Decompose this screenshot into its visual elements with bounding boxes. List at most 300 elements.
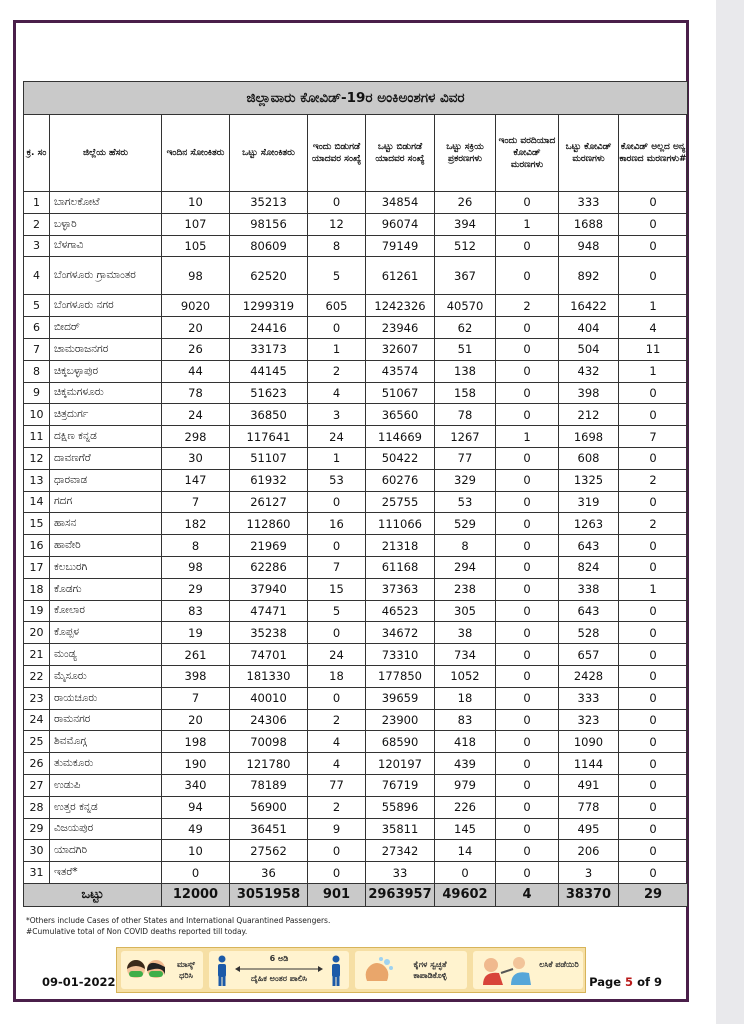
cell-total-discharged: 23946 <box>366 317 435 339</box>
cell-today-deaths: 0 <box>496 644 559 666</box>
cell-total-deaths: 323 <box>559 709 619 731</box>
cell-active: 394 <box>435 213 496 235</box>
footnote-others: *Others include Cases of other States and International Quarantined Passengers. <box>26 916 331 925</box>
cell-total-deaths: 608 <box>559 447 619 469</box>
cell-active: 1052 <box>435 665 496 687</box>
cell-non-covid-deaths: 0 <box>619 622 688 644</box>
mask-panel <box>121 951 203 989</box>
cell-today-discharged: 8 <box>308 235 366 257</box>
cell-active: 77 <box>435 447 496 469</box>
cell-today-deaths: 0 <box>496 600 559 622</box>
cell-serial: 4 <box>24 257 50 295</box>
cell-total-cases: 21969 <box>230 535 308 557</box>
table-row <box>24 360 688 382</box>
cell-district: ಉಡುಪಿ <box>50 774 162 796</box>
cell-serial: 19 <box>24 600 50 622</box>
cell-today-cases: 20 <box>162 709 230 731</box>
cell-today-cases: 78 <box>162 382 230 404</box>
cell-today-discharged: 0 <box>308 491 366 513</box>
cell-non-covid-deaths: 0 <box>619 687 688 709</box>
cell-today-discharged: 12 <box>308 213 366 235</box>
table-row <box>24 213 688 235</box>
cell-non-covid-deaths: 0 <box>619 709 688 731</box>
table-row <box>24 491 688 513</box>
cell-today-cases: 44 <box>162 360 230 382</box>
totals-label: ಒಟ್ಟು <box>24 883 162 906</box>
cell-total-deaths: 404 <box>559 317 619 339</box>
safety-banner <box>116 947 586 993</box>
vaccine-text: ಲಸಿಕೆ ಪಡೆಯಿರಿ <box>539 960 579 969</box>
cell-total-discharged: 120197 <box>366 753 435 775</box>
cell-today-deaths: 0 <box>496 257 559 295</box>
cell-total-cases: 78189 <box>230 774 308 796</box>
cell-today-cases: 398 <box>162 665 230 687</box>
cell-today-deaths: 1 <box>496 426 559 448</box>
cell-serial: 3 <box>24 235 50 257</box>
cell-today-discharged: 2 <box>308 360 366 382</box>
cell-total-discharged: 34854 <box>366 192 435 214</box>
cell-today-cases: 98 <box>162 257 230 295</box>
cell-active: 439 <box>435 753 496 775</box>
cell-total-deaths: 528 <box>559 622 619 644</box>
cell-today-discharged: 18 <box>308 665 366 687</box>
cell-total-discharged: 33 <box>366 862 435 884</box>
cell-today-discharged: 53 <box>308 469 366 491</box>
cell-today-deaths: 0 <box>496 491 559 513</box>
cell-total-cases: 80609 <box>230 235 308 257</box>
cell-today-discharged: 4 <box>308 382 366 404</box>
cell-non-covid-deaths: 2 <box>619 469 688 491</box>
cell-non-covid-deaths: 0 <box>619 840 688 862</box>
cell-non-covid-deaths: 0 <box>619 447 688 469</box>
cell-total-cases: 40010 <box>230 687 308 709</box>
table-row <box>24 687 688 709</box>
cell-non-covid-deaths: 1 <box>619 295 688 317</box>
cell-non-covid-deaths: 0 <box>619 600 688 622</box>
page-indicator <box>589 975 662 989</box>
cell-total-deaths: 778 <box>559 796 619 818</box>
cell-total-discharged: 23900 <box>366 709 435 731</box>
cell-district: ಹಾವೇರಿ <box>50 535 162 557</box>
cell-today-discharged: 2 <box>308 796 366 818</box>
cell-district: ವಿಜಯಪುರ <box>50 818 162 840</box>
distance-panel <box>209 951 349 989</box>
cell-total-cases: 181330 <box>230 665 308 687</box>
cell-total-deaths: 657 <box>559 644 619 666</box>
cell-total-deaths: 1090 <box>559 731 619 753</box>
vaccine-panel <box>473 951 583 989</box>
cell-district: ದಾವಣಗೆರೆ <box>50 447 162 469</box>
cell-today-discharged: 2 <box>308 709 366 731</box>
table-row <box>24 644 688 666</box>
cell-serial: 30 <box>24 840 50 862</box>
total-deaths: 38370 <box>559 883 619 906</box>
cell-district: ಬಾಗಲಕೋಟೆ <box>50 192 162 214</box>
person-left-icon <box>215 955 229 987</box>
cell-non-covid-deaths: 0 <box>619 382 688 404</box>
cell-today-deaths: 0 <box>496 578 559 600</box>
cell-active: 62 <box>435 317 496 339</box>
cell-today-cases: 94 <box>162 796 230 818</box>
cell-total-deaths: 824 <box>559 556 619 578</box>
cell-total-deaths: 398 <box>559 382 619 404</box>
cell-total-cases: 62286 <box>230 556 308 578</box>
cell-active: 979 <box>435 774 496 796</box>
cell-total-discharged: 114669 <box>366 426 435 448</box>
cell-today-discharged: 0 <box>308 687 366 709</box>
page-number: 5 <box>625 975 634 989</box>
cell-today-cases: 7 <box>162 491 230 513</box>
total-today-cases: 12000 <box>162 883 230 906</box>
cell-serial: 1 <box>24 192 50 214</box>
cell-today-cases: 190 <box>162 753 230 775</box>
table-row <box>24 404 688 426</box>
cell-today-deaths: 0 <box>496 235 559 257</box>
table-row <box>24 600 688 622</box>
cell-total-discharged: 76719 <box>366 774 435 796</box>
cell-today-cases: 10 <box>162 840 230 862</box>
cell-district: ಬೆಳಗಾವಿ <box>50 235 162 257</box>
table-row <box>24 840 688 862</box>
cell-active: 145 <box>435 818 496 840</box>
masked-people-icon <box>125 957 169 985</box>
cell-active: 512 <box>435 235 496 257</box>
cell-district: ಗದಗ <box>50 491 162 513</box>
cell-district: ಬೆಂಗಳೂರು ಗ್ರಾಮಾಂತರ <box>50 257 162 295</box>
cell-total-discharged: 1242326 <box>366 295 435 317</box>
person-right-icon <box>329 955 343 987</box>
total-cases: 3051958 <box>230 883 308 906</box>
cell-today-deaths: 0 <box>496 360 559 382</box>
cell-total-cases: 33173 <box>230 338 308 360</box>
cell-district: ಶಿವಮೊಗ್ಗ <box>50 731 162 753</box>
cell-today-deaths: 0 <box>496 862 559 884</box>
cell-today-discharged: 24 <box>308 644 366 666</box>
cell-today-discharged: 77 <box>308 774 366 796</box>
distance-measure: 6 ಅಡಿ <box>269 954 289 963</box>
cell-today-discharged: 0 <box>308 317 366 339</box>
cell-today-cases: 24 <box>162 404 230 426</box>
district-covid-table <box>23 81 688 907</box>
table-row <box>24 535 688 557</box>
header-district: ಜಿಲ್ಲೆಯ ಹೆಸರು <box>50 115 162 192</box>
cell-total-discharged: 96074 <box>366 213 435 235</box>
cell-district: ಕಲಬುರಗಿ <box>50 556 162 578</box>
cell-today-discharged: 5 <box>308 257 366 295</box>
cell-total-discharged: 61168 <box>366 556 435 578</box>
header-today-discharged: ಇಂದು ಬಿಡುಗಡೆ ಯಾದವರ ಸಂಖ್ಯೆ <box>308 115 366 192</box>
cell-today-cases: 9020 <box>162 295 230 317</box>
cell-today-deaths: 2 <box>496 295 559 317</box>
cell-non-covid-deaths: 0 <box>619 774 688 796</box>
cell-serial: 20 <box>24 622 50 644</box>
cell-today-cases: 26 <box>162 338 230 360</box>
cell-today-cases: 19 <box>162 622 230 644</box>
cell-non-covid-deaths: 0 <box>619 404 688 426</box>
cell-non-covid-deaths: 0 <box>619 818 688 840</box>
cell-today-discharged: 4 <box>308 731 366 753</box>
page-total: of 9 <box>637 975 662 989</box>
cell-today-cases: 20 <box>162 317 230 339</box>
cell-today-cases: 261 <box>162 644 230 666</box>
cell-non-covid-deaths: 11 <box>619 338 688 360</box>
cell-district: ಬೆಂಗಳೂರು ನಗರ <box>50 295 162 317</box>
cell-district: ಉತ್ತರ ಕನ್ನಡ <box>50 796 162 818</box>
cell-active: 78 <box>435 404 496 426</box>
cell-total-discharged: 177850 <box>366 665 435 687</box>
cell-today-deaths: 0 <box>496 535 559 557</box>
cell-active: 294 <box>435 556 496 578</box>
cell-non-covid-deaths: 1 <box>619 578 688 600</box>
cell-non-covid-deaths: 0 <box>619 665 688 687</box>
cell-serial: 13 <box>24 469 50 491</box>
cell-total-discharged: 61261 <box>366 257 435 295</box>
cell-total-deaths: 643 <box>559 600 619 622</box>
cell-district: ರಾಯಚೂರು <box>50 687 162 709</box>
table-row <box>24 338 688 360</box>
cell-district: ಚಿಕ್ಕಮಗಳೂರು <box>50 382 162 404</box>
cell-total-cases: 27562 <box>230 840 308 862</box>
cell-today-cases: 29 <box>162 578 230 600</box>
cell-today-deaths: 0 <box>496 447 559 469</box>
cell-today-deaths: 0 <box>496 382 559 404</box>
cell-today-discharged: 15 <box>308 578 366 600</box>
cell-total-cases: 36850 <box>230 404 308 426</box>
cell-active: 14 <box>435 840 496 862</box>
cell-today-cases: 105 <box>162 235 230 257</box>
total-active: 49602 <box>435 883 496 906</box>
table-row <box>24 774 688 796</box>
cell-total-deaths: 1325 <box>559 469 619 491</box>
footnote-non-covid: #Cumulative total of Non COVID deaths reported till today. <box>26 927 248 936</box>
cell-today-discharged: 9 <box>308 818 366 840</box>
page-frame <box>13 20 689 1002</box>
table-row <box>24 513 688 535</box>
cell-today-deaths: 0 <box>496 840 559 862</box>
header-today-deaths: ಇಂದು ವರದಿಯಾದ ಕೋವಿಡ್ ಮರಣಗಳು <box>496 115 559 192</box>
cell-district: ಮೈಸೂರು <box>50 665 162 687</box>
cell-serial: 17 <box>24 556 50 578</box>
cell-non-covid-deaths: 0 <box>619 257 688 295</box>
cell-active: 51 <box>435 338 496 360</box>
cell-today-cases: 340 <box>162 774 230 796</box>
cell-today-discharged: 0 <box>308 622 366 644</box>
cell-serial: 15 <box>24 513 50 535</box>
cell-total-discharged: 27342 <box>366 840 435 862</box>
cell-active: 8 <box>435 535 496 557</box>
table-row <box>24 257 688 295</box>
cell-today-deaths: 0 <box>496 665 559 687</box>
cell-non-covid-deaths: 7 <box>619 426 688 448</box>
cell-today-deaths: 0 <box>496 796 559 818</box>
cell-serial: 26 <box>24 753 50 775</box>
table-row <box>24 731 688 753</box>
cell-active: 418 <box>435 731 496 753</box>
cell-total-deaths: 1698 <box>559 426 619 448</box>
header-total-deaths: ಒಟ್ಟು ಕೋವಿಡ್ ಮರಣಗಳು <box>559 115 619 192</box>
cell-non-covid-deaths: 0 <box>619 796 688 818</box>
cell-today-deaths: 0 <box>496 469 559 491</box>
cell-total-deaths: 504 <box>559 338 619 360</box>
cell-today-deaths: 0 <box>496 622 559 644</box>
cell-serial: 2 <box>24 213 50 235</box>
cell-today-discharged: 1 <box>308 447 366 469</box>
cell-today-deaths: 0 <box>496 338 559 360</box>
cell-total-discharged: 35811 <box>366 818 435 840</box>
cell-total-discharged: 50422 <box>366 447 435 469</box>
cell-district: ತುಮಕೂರು <box>50 753 162 775</box>
table-row <box>24 709 688 731</box>
cell-non-covid-deaths: 0 <box>619 491 688 513</box>
cell-today-deaths: 0 <box>496 687 559 709</box>
cell-today-cases: 182 <box>162 513 230 535</box>
cell-total-cases: 51107 <box>230 447 308 469</box>
cell-total-deaths: 495 <box>559 818 619 840</box>
cell-active: 226 <box>435 796 496 818</box>
cell-total-deaths: 206 <box>559 840 619 862</box>
cell-total-discharged: 36560 <box>366 404 435 426</box>
cell-active: 367 <box>435 257 496 295</box>
cell-total-deaths: 16422 <box>559 295 619 317</box>
cell-active: 529 <box>435 513 496 535</box>
cell-total-deaths: 338 <box>559 578 619 600</box>
cell-active: 0 <box>435 862 496 884</box>
cell-non-covid-deaths: 0 <box>619 235 688 257</box>
mask-text: ಮಾಸ್ಕ್ ಧರಿಸಿ <box>176 960 196 980</box>
cell-active: 329 <box>435 469 496 491</box>
cell-active: 1267 <box>435 426 496 448</box>
table-row <box>24 818 688 840</box>
cell-serial: 16 <box>24 535 50 557</box>
table-row <box>24 469 688 491</box>
cell-today-discharged: 7 <box>308 556 366 578</box>
cell-today-deaths: 0 <box>496 818 559 840</box>
cell-total-cases: 121780 <box>230 753 308 775</box>
cell-district: ಚಿಕ್ಕಬಳ್ಳಾಪುರ <box>50 360 162 382</box>
distance-text: ದೈಹಿಕ ಅಂತರ ಪಾಲಿಸಿ <box>250 974 308 983</box>
cell-active: 18 <box>435 687 496 709</box>
cell-non-covid-deaths: 0 <box>619 556 688 578</box>
cell-district: ಚಾಮರಾಜನಗರ <box>50 338 162 360</box>
cell-total-cases: 62520 <box>230 257 308 295</box>
header-serial: ಕ್ರ. ಸಂ <box>24 115 50 192</box>
cell-total-deaths: 1144 <box>559 753 619 775</box>
cell-today-deaths: 0 <box>496 317 559 339</box>
cell-serial: 10 <box>24 404 50 426</box>
cell-today-discharged: 5 <box>308 600 366 622</box>
cell-total-discharged: 37363 <box>366 578 435 600</box>
cell-district: ಕೊಪ್ಪಳ <box>50 622 162 644</box>
cell-serial: 24 <box>24 709 50 731</box>
cell-total-cases: 26127 <box>230 491 308 513</box>
cell-total-cases: 61932 <box>230 469 308 491</box>
cell-total-deaths: 2428 <box>559 665 619 687</box>
cell-today-deaths: 0 <box>496 731 559 753</box>
cell-district: ರಾಮನಗರ <box>50 709 162 731</box>
cell-total-discharged: 46523 <box>366 600 435 622</box>
cell-total-discharged: 68590 <box>366 731 435 753</box>
cell-non-covid-deaths: 4 <box>619 317 688 339</box>
cell-district: ದಕ್ಷಿಣ ಕನ್ನಡ <box>50 426 162 448</box>
cell-active: 83 <box>435 709 496 731</box>
cell-non-covid-deaths: 0 <box>619 535 688 557</box>
cell-active: 138 <box>435 360 496 382</box>
cell-total-cases: 51623 <box>230 382 308 404</box>
cell-district: ಧಾರವಾಡ <box>50 469 162 491</box>
cell-total-cases: 44145 <box>230 360 308 382</box>
cell-total-deaths: 319 <box>559 491 619 513</box>
cell-district: ಇತರೆ* <box>50 862 162 884</box>
cell-today-discharged: 16 <box>308 513 366 535</box>
cell-active: 26 <box>435 192 496 214</box>
page-prefix: Page <box>589 975 622 989</box>
cell-district: ಮಂಡ್ಯ <box>50 644 162 666</box>
cell-non-covid-deaths: 0 <box>619 213 688 235</box>
cell-serial: 12 <box>24 447 50 469</box>
cell-today-cases: 83 <box>162 600 230 622</box>
cell-serial: 29 <box>24 818 50 840</box>
cell-serial: 18 <box>24 578 50 600</box>
cell-total-discharged: 43574 <box>366 360 435 382</box>
cell-today-discharged: 0 <box>308 192 366 214</box>
cell-district: ಚಿತ್ರದುರ್ಗ <box>50 404 162 426</box>
cell-non-covid-deaths: 0 <box>619 862 688 884</box>
cell-total-deaths: 1688 <box>559 213 619 235</box>
cell-active: 53 <box>435 491 496 513</box>
cell-serial: 11 <box>24 426 50 448</box>
cell-total-cases: 47471 <box>230 600 308 622</box>
cell-today-cases: 10 <box>162 192 230 214</box>
cell-total-discharged: 25755 <box>366 491 435 513</box>
cell-non-covid-deaths: 0 <box>619 753 688 775</box>
cell-total-deaths: 432 <box>559 360 619 382</box>
cell-total-cases: 74701 <box>230 644 308 666</box>
cell-serial: 21 <box>24 644 50 666</box>
hygiene-panel <box>355 951 467 989</box>
cell-total-deaths: 892 <box>559 257 619 295</box>
cell-total-deaths: 212 <box>559 404 619 426</box>
cell-total-cases: 35213 <box>230 192 308 214</box>
cell-serial: 23 <box>24 687 50 709</box>
cell-today-cases: 98 <box>162 556 230 578</box>
cell-serial: 31 <box>24 862 50 884</box>
table-row <box>24 447 688 469</box>
cell-total-discharged: 73310 <box>366 644 435 666</box>
hand-wash-icon <box>361 955 395 985</box>
table-row <box>24 556 688 578</box>
cell-serial: 5 <box>24 295 50 317</box>
cell-today-deaths: 0 <box>496 556 559 578</box>
table-title: ಜಿಲ್ಲಾವಾರು ಕೋವಿಡ್-19ರ ಅಂಕಿಅಂಶಗಳ ವಿವರ <box>24 82 688 115</box>
cell-total-discharged: 39659 <box>366 687 435 709</box>
cell-today-deaths: 0 <box>496 709 559 731</box>
table-row <box>24 295 688 317</box>
cell-total-cases: 112860 <box>230 513 308 535</box>
cell-total-deaths: 1263 <box>559 513 619 535</box>
table-row <box>24 578 688 600</box>
cell-today-discharged: 1 <box>308 338 366 360</box>
cell-total-cases: 37940 <box>230 578 308 600</box>
cell-total-discharged: 21318 <box>366 535 435 557</box>
table-row <box>24 426 688 448</box>
table-row <box>24 317 688 339</box>
cell-district: ಬಳ್ಳಾರಿ <box>50 213 162 235</box>
cell-active: 305 <box>435 600 496 622</box>
cell-today-deaths: 0 <box>496 192 559 214</box>
cell-total-discharged: 79149 <box>366 235 435 257</box>
header-today-cases: ಇಂದಿನ ಸೋಂಕಿತರು <box>162 115 230 192</box>
cell-serial: 8 <box>24 360 50 382</box>
